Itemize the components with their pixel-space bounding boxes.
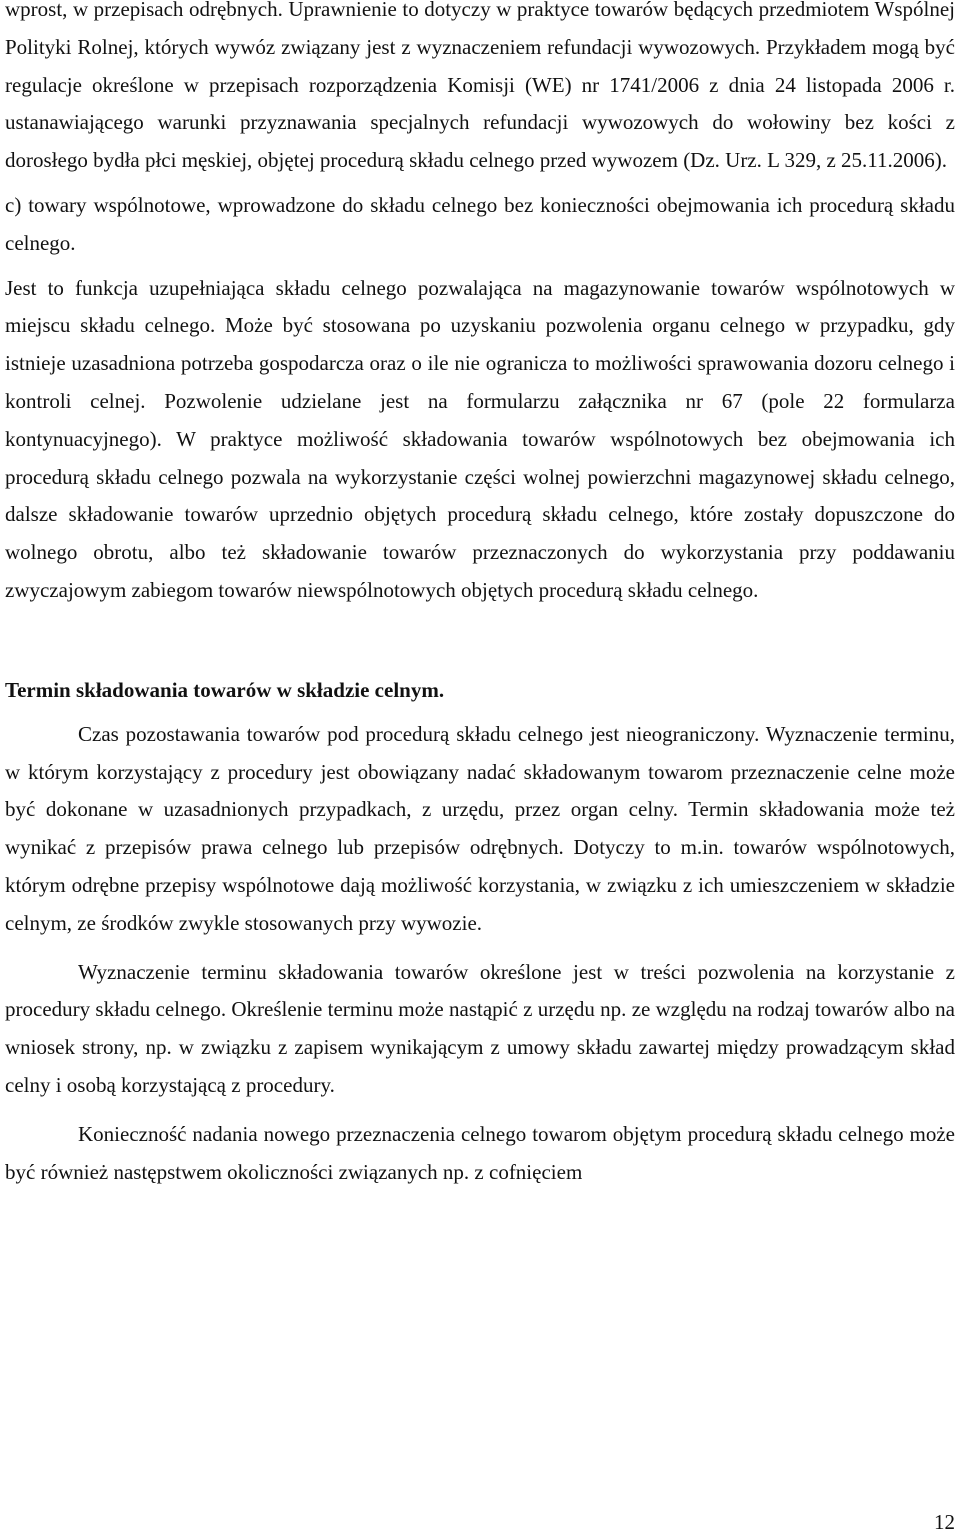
page-number: 12: [934, 1510, 955, 1534]
section-heading: Termin składowania towarów w składzie celnym.: [5, 677, 445, 702]
document-page: [5, 0, 955, 1537]
paragraph-refundacje: wprost, w przepisach odrębnych. Uprawnienie to dotyczy w praktyce towarów będących przedmiotem Wspólnej Polityki Rolnej, których wywóz związany jest z wyznaczeniem refundacji wywozowych. Przykładem mogą być regulacje określone w przepisach rozporządzenia Komisji (WE) nr 1741/2006 z dnia 24 listopada 2006 r. ustanawiającego warunki przyznawania specjalnych refundacji wywozowych do wołowiny bez kości z dorosłego bydła płci męskiej, objętej procedurą składu celnego przed wywozem (Dz. Urz. L 329, z 25.11.2006).: [5, 0, 955, 173]
paragraph-wyznaczenie-terminu: Wyznaczenie terminu składowania towarów określone jest w treści pozwolenia na korzystanie z procedury składu celnego. Określenie terminu może nastąpić z urzędu np. ze względu na rodzaj towarów albo na wniosek strony, np. w związku z zapisem wynikającym z umowy składu zawartej między prowadzącym skład celny i osobą korzystającą z procedury.: [5, 959, 955, 1097]
paragraph-czas-pozostawania: Czas pozostawania towarów pod procedurą składu celnego jest nieograniczony. Wyznaczenie terminu, w którym korzystający z procedury jest obowiązany nadać składowanym towarom przeznaczenie celne może być dokonane w uzasadnionych przypadkach, z urzędu, przez organ celny. Termin składowania może też wynikać z przepisów prawa celnego lub przepisów odrębnych. Dotyczy to m.in. towarów wspólnotowych, którym odrębne przepisy wspólnotowe dają możliwość korzystania, w związku z ich umieszczeniem w składzie celnym, ze środków zwykle stosowanych przy wywozie.: [5, 721, 955, 935]
paragraph-funkcja-uzupelniajaca: Jest to funkcja uzupełniająca składu celnego pozwalająca na magazynowanie towarów wspólnotowych w miejscu składu celnego. Może być stosowana po uzyskaniu pozwolenia organu celnego w przypadku, gdy istnieje uzasadniona potrzeba gospodarcza oraz o ile nie ogranicza to możliwości sprawowania dozoru celnego i kontroli celnej. Pozwolenie udzielane jest na formularzu załącznika nr 67 (pole 22 formularza kontynuacyjnego). W praktyce możliwość składowania towarów wspólnotowych bez obejmowania ich procedurą składu celnego pozwala na wykorzystanie części wolnej powierzchni magazynowej składu celnego, dalsze składowanie towarów uprzednio objętych procedurą składu celnego, które zostały dopuszczone do wolnego obrotu, albo też składowanie towarów przeznaczonych do wykorzystania przy poddawaniu zwyczajowym zabiegom towarów niewspólnotowych objętych procedurą składu celnego.: [5, 275, 955, 602]
paragraph-koniecznosc: Konieczność nadania nowego przeznaczenia celnego towarom objętym procedurą składu celnego może być również następstwem okoliczności związanych np. z cofnięciem: [5, 1121, 955, 1184]
paragraph-towary-wspolnotowe: c) towary wspólnotowe, wprowadzone do składu celnego bez konieczności obejmowania ich procedurą składu celnego.: [5, 192, 955, 255]
